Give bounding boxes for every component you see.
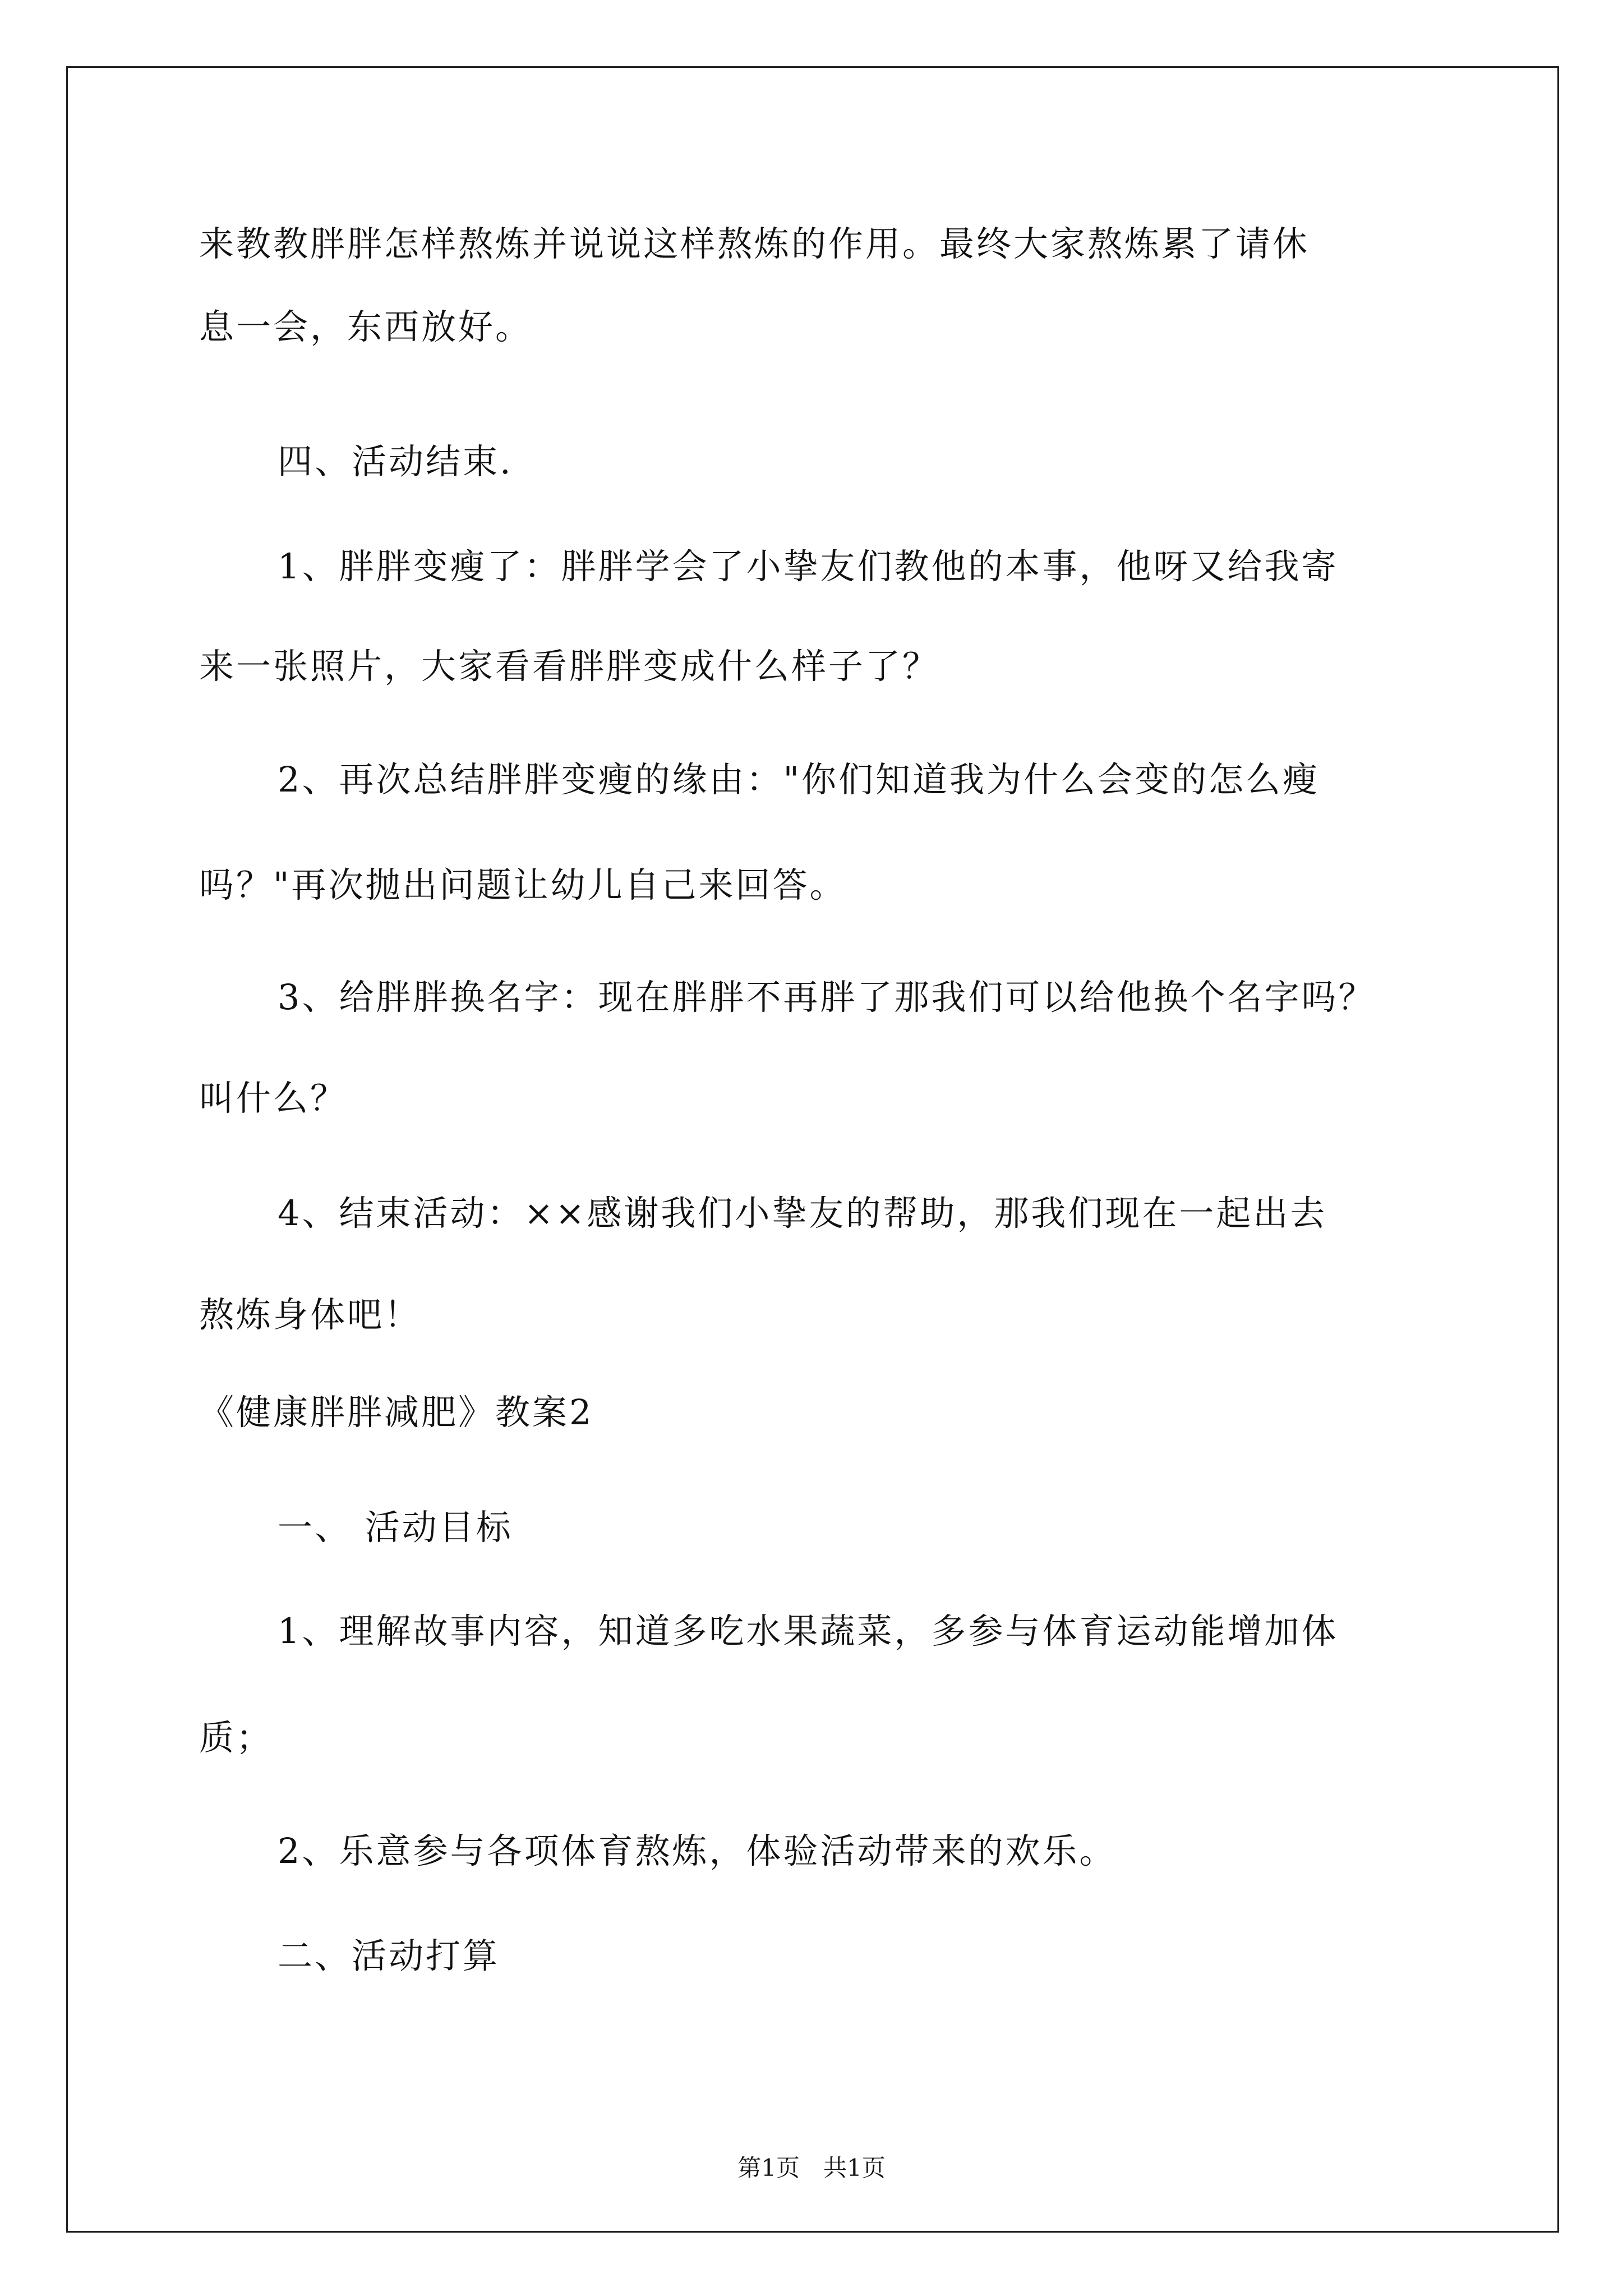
paragraph-line: 1、理解故事内容，知道多吃水果蔬菜，多参与体育运动能增加体 bbox=[278, 1611, 1339, 1651]
paragraph-line: 来教教胖胖怎样熬炼并说说这样熬炼的作用。最终大家熬炼累了请休 bbox=[199, 223, 1310, 264]
paragraph-line: 3、给胖胖换名字：现在胖胖不再胖了那我们可以给他换个名字吗？ bbox=[278, 977, 1376, 1018]
section-heading: 二、活动打算 bbox=[278, 1935, 500, 1976]
paragraph-line: 来一张照片，大家看看胖胖变成什么样子了？ bbox=[199, 646, 940, 687]
section-heading: 四、活动结束. bbox=[278, 441, 513, 482]
paragraph-line: 熬炼身体吧！ bbox=[199, 1294, 422, 1335]
page-border bbox=[66, 66, 1559, 2233]
paragraph-line: 吗？"再次抛出问题让幼儿自己来回答。 bbox=[199, 864, 847, 905]
page-footer: 第1页 共1页 bbox=[737, 2154, 886, 2182]
paragraph-line: 2、乐意参与各项体育熬炼，体验活动带来的欢乐。 bbox=[278, 1830, 1117, 1871]
document-title: 《健康胖胖减肥》教案2 bbox=[199, 1392, 594, 1433]
section-heading: 一、 活动目标 bbox=[278, 1507, 513, 1548]
paragraph-line: 1、胖胖变瘦了：胖胖学会了小挚友们教他的本事，他呀又给我寄 bbox=[278, 546, 1339, 587]
paragraph-line: 2、再次总结胖胖变瘦的缘由："你们知道我为什么会变的怎么瘦 bbox=[278, 759, 1320, 800]
paragraph-line: 叫什么？ bbox=[199, 1078, 348, 1119]
paragraph-line: 质； bbox=[199, 1717, 274, 1758]
paragraph-line: 息一会，东西放好。 bbox=[199, 306, 533, 347]
paragraph-line: 4、结束活动：××感谢我们小挚友的帮助，那我们现在一起出去 bbox=[278, 1193, 1327, 1234]
